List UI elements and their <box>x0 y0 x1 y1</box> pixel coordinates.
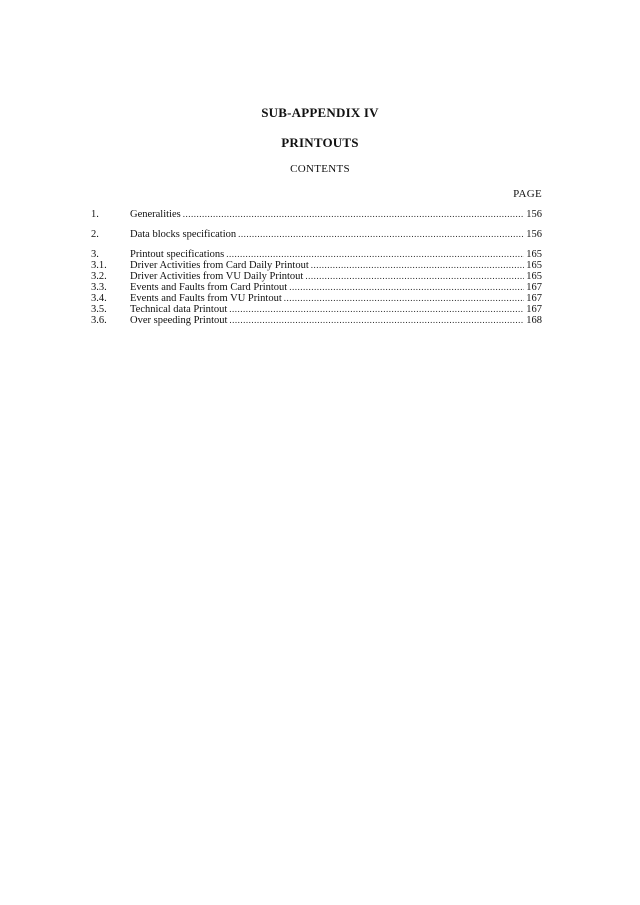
toc-entry-page: 165 <box>526 271 542 282</box>
toc-entry-title: Generalities <box>130 209 181 220</box>
toc-entry-number: 3.3. <box>91 282 107 293</box>
toc-entry-page: 167 <box>526 293 542 304</box>
toc-leader-dots <box>284 293 524 304</box>
toc-entry-3-1[interactable] <box>91 260 542 271</box>
toc-entry-title: Over speeding Printout <box>130 315 228 326</box>
toc-entry-title: Events and Faults from Card Printout <box>130 282 288 293</box>
toc-entry-3-4[interactable] <box>91 293 542 304</box>
document-subheading: PRINTOUTS <box>281 135 359 150</box>
toc-entry-number: 1. <box>91 209 99 220</box>
toc-entry-number: 2. <box>91 229 99 240</box>
toc-entry-number: 3.5. <box>91 304 107 315</box>
toc-entry-number: 3.4. <box>91 293 107 304</box>
toc-entry-number: 3.2. <box>91 271 107 282</box>
toc-entry-page: 168 <box>526 315 542 326</box>
toc-entry-3-6[interactable] <box>91 315 542 326</box>
contents-label: CONTENTS <box>290 163 350 175</box>
toc-entry-title: Driver Activities from Card Daily Printout <box>130 260 309 271</box>
toc-entry-3-5[interactable] <box>91 304 542 315</box>
toc-entry-number: 3.6. <box>91 315 107 326</box>
toc-entry-number: 3.1. <box>91 260 107 271</box>
toc-entry-number: 3. <box>91 249 99 260</box>
toc-entry-page: 165 <box>526 260 542 271</box>
toc-leader-dots <box>311 260 524 271</box>
toc-entry-3-2[interactable] <box>91 271 542 282</box>
toc-entry-page: 167 <box>526 304 542 315</box>
toc-entry-3[interactable] <box>91 249 542 260</box>
toc-entry-1[interactable] <box>91 209 542 220</box>
toc-entry-3-3[interactable] <box>91 282 542 293</box>
toc-entry-page: 167 <box>526 282 542 293</box>
toc-entry-title: Printout specifications <box>130 249 225 260</box>
toc-entry-title: Technical data Printout <box>130 304 228 315</box>
toc-entry-title: Driver Activities from VU Daily Printout <box>130 271 304 282</box>
page-column-label: PAGE <box>513 188 542 200</box>
toc-leader-dots <box>305 271 524 282</box>
toc-leader-dots <box>229 304 524 315</box>
toc-entry-2[interactable] <box>91 229 542 240</box>
toc-leader-dots <box>229 315 524 326</box>
toc-leader-dots <box>289 282 524 293</box>
toc-entry-title: Events and Faults from VU Printout <box>130 293 282 304</box>
document-heading: SUB-APPENDIX IV <box>261 105 379 120</box>
toc-entry-page: 156 <box>526 209 542 220</box>
toc-leader-dots <box>183 209 524 220</box>
toc-leader-dots <box>238 229 524 240</box>
toc-entry-title: Data blocks specification <box>130 229 237 240</box>
toc-leader-dots <box>226 249 524 260</box>
toc-entry-page: 165 <box>526 249 542 260</box>
table-of-contents <box>91 209 542 326</box>
toc-entry-page: 156 <box>526 229 542 240</box>
